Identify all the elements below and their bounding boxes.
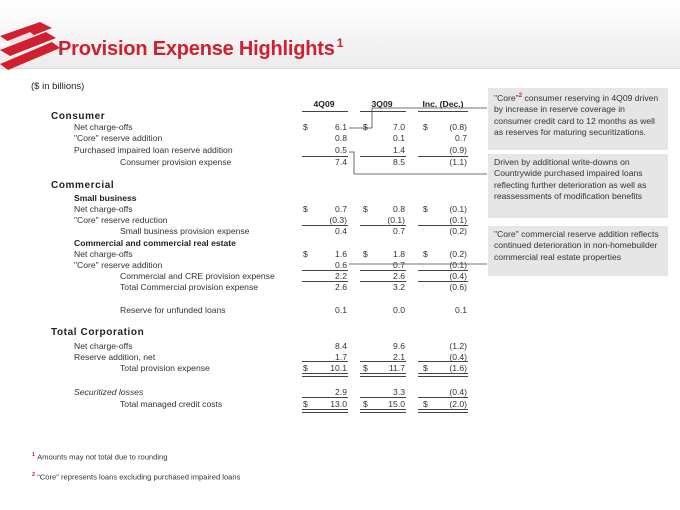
cell-value: 0.8 [393,204,405,214]
row-label: Net charge-offs [74,122,133,132]
cell-value: (1.1) [449,157,467,167]
dollar-sign: $ [363,122,368,132]
cell-value: (0.4) [449,271,467,281]
cell-value: 1.4 [393,145,405,155]
dollar-sign: $ [363,363,368,373]
row-label: "Core" reserve addition [74,133,163,143]
cell-value: 0.1 [455,305,467,315]
cell-value: 10.1 [330,363,347,373]
dollar-sign: $ [423,122,428,132]
cell-value: 9.6 [393,341,405,351]
row-label: "Core" reserve reduction [74,215,168,225]
cell-value: (0.2) [449,226,467,236]
cell-value: (0.2) [449,249,467,259]
cell-value: 1.6 [335,249,347,259]
cell-value: 2.6 [335,282,347,292]
row-label: Consumer provision expense [120,157,232,167]
row-label: Securitized losses [74,387,144,397]
cell-value: 6.1 [335,122,347,132]
subsection-commercial-cre: Commercial and commercial real estate [74,238,236,248]
cell-value: 7.4 [335,157,347,167]
section-commercial: Commercial [51,180,115,191]
cell-value: 0.0 [393,305,405,315]
cell-value: 2.6 [393,271,405,281]
dollar-sign: $ [423,204,428,214]
dollar-sign: $ [363,399,368,409]
cell-value: 11.7 [388,363,405,373]
dollar-sign: $ [303,204,308,214]
cell-value: 0.7 [393,226,405,236]
dollar-sign: $ [303,249,308,259]
cell-value: 7.0 [393,122,405,132]
row-label: Net charge-offs [74,249,133,259]
row-label: Total Commercial provision expense [120,282,259,292]
units-note: ($ in billions) [31,81,85,92]
dollar-sign: $ [363,204,368,214]
col-header-4q09: 4Q09 [313,99,335,109]
row-label: Small business provision expense [120,226,250,236]
cell-value: (0.6) [449,282,467,292]
row-label: Commercial and CRE provision expense [120,271,275,281]
dollar-sign: $ [303,399,308,409]
cell-value: 0.7 [393,260,405,270]
cell-value: 1.7 [335,352,347,362]
cell-value: 0.4 [335,226,347,236]
cell-value: (0.9) [449,145,467,155]
dollar-sign: $ [303,363,308,373]
cell-value: (0.4) [449,352,467,362]
cell-value: 8.5 [393,157,405,167]
row-label: Reserve for unfunded loans [120,305,226,315]
row-label: Total provision expense [120,363,210,373]
row-label: "Core" reserve addition [74,260,163,270]
cell-value: (0.4) [449,387,467,397]
section-total-corporation: Total Corporation [51,327,145,338]
footnote-2: $^2$ "Core" represents loans excluding purchased impaired loans [32,472,241,482]
col-header-inc-dec: Inc. (Dec.) [422,99,464,109]
dollar-sign: $ [363,249,368,259]
cell-value: 0.7 [455,133,467,143]
cell-value: (0.3) [329,215,347,225]
cell-value: 0.1 [335,305,347,315]
cell-value: 3.2 [393,282,405,292]
dollar-sign: $ [423,399,428,409]
cell-value: 0.8 [335,133,347,143]
cell-value: 13.0 [330,399,347,409]
callout-countrywide-writedowns: Driven by additional write-downs on Countrywide purchased impaired loans reflecting further deterioration as well as reassessments of modification benefits [488,154,668,218]
cell-value: 15.0 [388,399,405,409]
cell-value: 3.3 [393,387,405,397]
dollar-sign: $ [423,249,428,259]
cell-value: 0.5 [335,145,347,155]
row-label: Reserve addition, net [74,352,156,362]
cell-value: (1.6) [449,363,467,373]
row-label: Net charge-offs [74,341,133,351]
cell-value: 0.7 [335,204,347,214]
dollar-sign: $ [423,363,428,373]
cell-value: 2.9 [335,387,347,397]
cell-value: (0.1) [449,204,467,214]
cell-value: 0.6 [335,260,347,270]
row-label: Total managed credit costs [120,399,223,409]
callout-consumer-reserving: "Core"$^2$ consumer reserving in 4Q09 driven by increase in reserve coverage in consumer credit card to 12 months as well as reserves for maturing securitizations. [488,88,668,150]
cell-value: (0.1) [449,215,467,225]
cell-value: (0.8) [449,122,467,132]
subsection-small-business: Small business [74,193,137,203]
cell-value: 1.8 [393,249,405,259]
cell-value: (1.2) [449,341,467,351]
page-title: Provision Expense Highlights $^1$ [58,36,344,60]
section-consumer: Consumer [51,111,106,122]
row-label: Purchased impaired loan reserve addition [74,145,233,155]
footnote-1: $^1$ Amounts may not total due to rounding [32,452,168,462]
row-label: Net charge-offs [74,204,133,214]
cell-value: 8.4 [335,341,347,351]
cell-value: 2.2 [335,271,347,281]
col-header-3q09: 3Q09 [371,99,393,109]
cell-value: (0.1) [449,260,467,270]
dollar-sign: $ [303,122,308,132]
callout-commercial-reserve: "Core" commercial reserve addition reflects continued deterioration in non-homebuilder commercial real estate properties [488,226,668,276]
cell-value: (2.0) [449,399,467,409]
cell-value: (0.1) [387,215,405,225]
cell-value: 2.1 [393,352,405,362]
cell-value: 0.1 [393,133,405,143]
